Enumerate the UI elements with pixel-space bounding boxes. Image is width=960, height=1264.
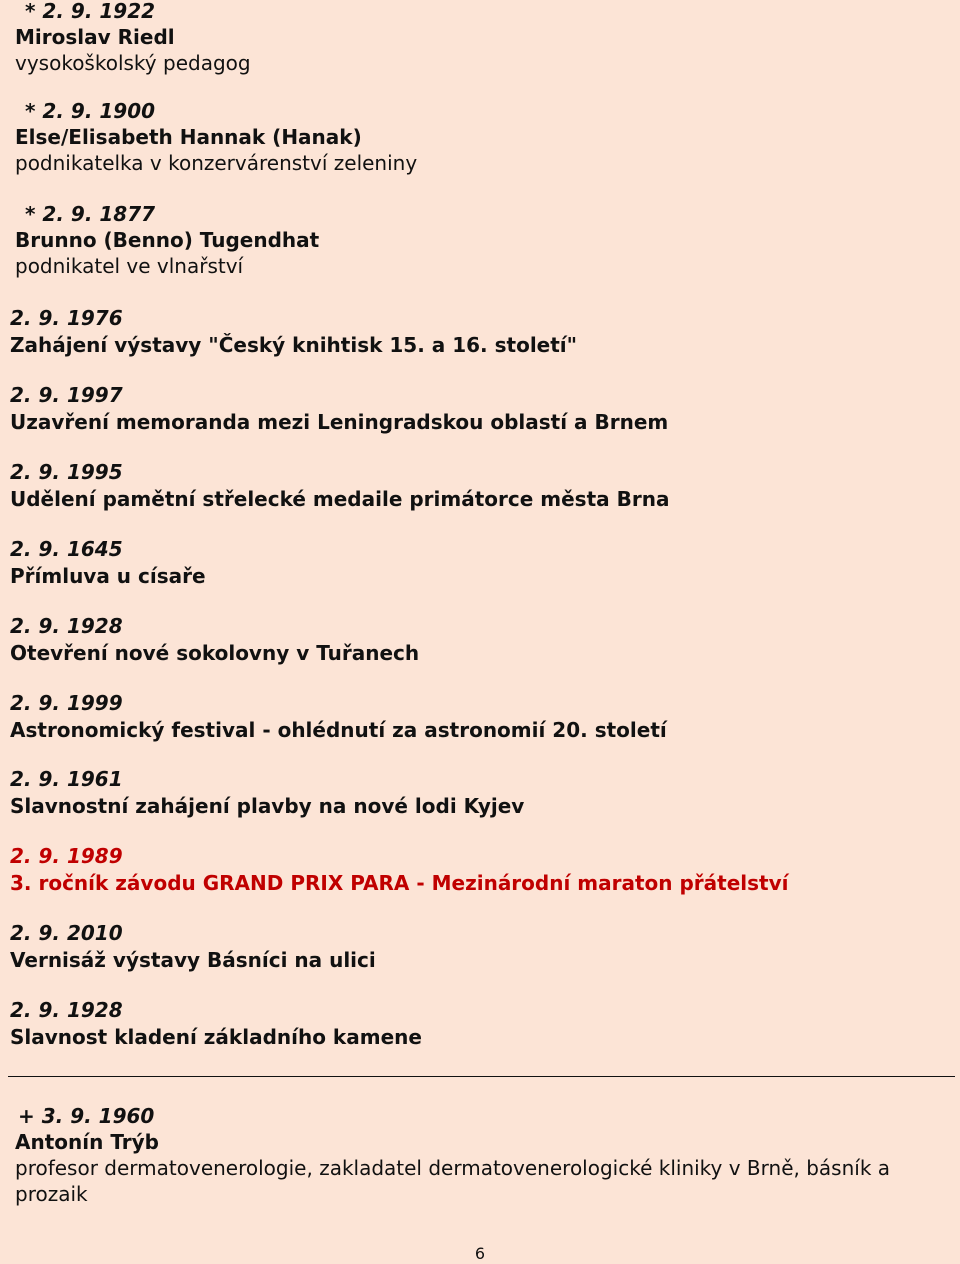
- event-date: 2. 9. 2010: [10, 921, 123, 945]
- entry-description: podnikatel ve vlnařství: [15, 254, 244, 278]
- entry-description: profesor dermatovenerologie, zakladatel dermatovenerologické kliniky v Brně, básník a prozaik: [15, 1156, 891, 1206]
- event-title: Zahájení výstavy "Český knihtisk 15. a 16. století": [10, 333, 578, 357]
- event-date: 2. 9. 1997: [10, 383, 123, 407]
- event-entry: [10, 690, 667, 744]
- entry-name: Else/Elisabeth Hannak (Hanak): [15, 125, 362, 149]
- event-title: Otevření nové sokolovny v Tuřanech: [10, 641, 420, 665]
- birthday-entry: [15, 98, 417, 176]
- event-date: 2. 9. 1961: [10, 767, 123, 791]
- entry-description: vysokoškolský pedagog: [15, 51, 251, 75]
- event-title: Udělení pamětní střelecké medaile primátorce města Brna: [10, 487, 670, 511]
- entry-date: + 3. 9. 1960: [18, 1104, 155, 1128]
- event-date: 2. 9. 1645: [10, 537, 123, 561]
- event-title: Slavnost kladení základního kamene: [10, 1025, 422, 1049]
- event-title: Vernisáž výstavy Básníci na ulici: [10, 948, 376, 972]
- section-divider: [8, 1076, 955, 1077]
- event-title: Slavnostní zahájení plavby na nové lodi Kyjev: [10, 794, 525, 818]
- event-date: 2. 9. 1989: [10, 844, 123, 868]
- event-date: 2. 9. 1999: [10, 691, 123, 715]
- event-entry: [10, 920, 376, 974]
- event-date: 2. 9. 1995: [10, 460, 123, 484]
- event-title: 3. ročník závodu GRAND PRIX PARA - Mezinárodní maraton přátelství: [10, 871, 789, 895]
- event-entry-highlighted: [10, 843, 789, 897]
- entry-name: Miroslav Riedl: [15, 25, 175, 49]
- event-date: 2. 9. 1928: [10, 998, 123, 1022]
- entry-date: * 2. 9. 1900: [25, 99, 156, 123]
- birthday-entry: [15, 201, 319, 279]
- event-entry: [10, 997, 422, 1051]
- entry-name: Brunno (Benno) Tugendhat: [15, 228, 320, 252]
- entry-description: podnikatelka v konzervárenství zeleniny: [15, 151, 418, 175]
- death-entry: [15, 1103, 960, 1207]
- page-number: 6: [474, 1244, 486, 1263]
- event-entry: [10, 766, 524, 820]
- event-entry: [10, 613, 419, 667]
- event-entry: [10, 459, 669, 513]
- entry-date: * 2. 9. 1877: [25, 202, 156, 226]
- event-date: 2. 9. 1976: [10, 306, 123, 330]
- entry-name: Antonín Trýb: [15, 1130, 159, 1154]
- event-title: Přímluva u císaře: [10, 564, 206, 588]
- entry-date: * 2. 9. 1922: [25, 0, 156, 23]
- event-title: Uzavření memoranda mezi Leningradskou oblastí a Brnem: [10, 410, 669, 434]
- event-date: 2. 9. 1928: [10, 614, 123, 638]
- birthday-entry: [15, 0, 251, 76]
- event-entry: [10, 305, 577, 359]
- event-title: Astronomický festival - ohlédnutí za astronomií 20. století: [10, 718, 667, 742]
- event-entry: [10, 536, 206, 590]
- event-entry: [10, 382, 668, 436]
